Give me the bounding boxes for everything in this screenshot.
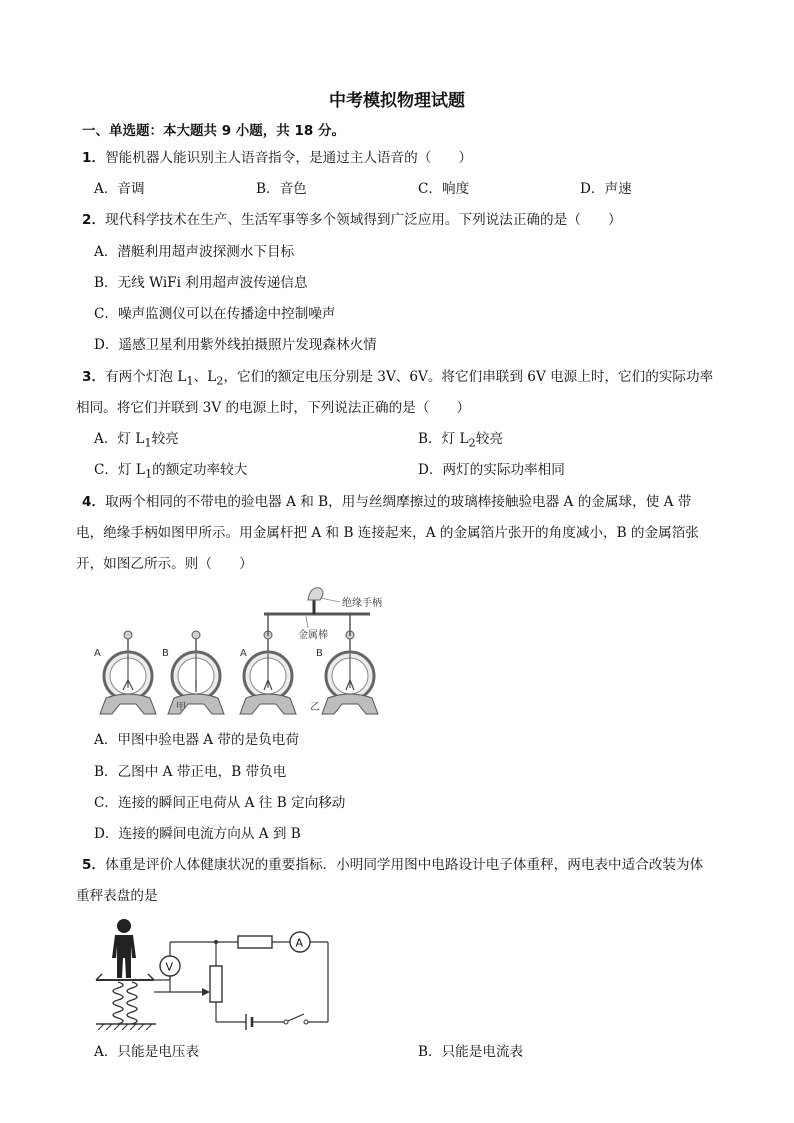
label-jia: 甲 [176,702,186,713]
weighing-scale-circuit-figure [90,916,340,1034]
question-5-line-2: 重秤表盘的是 [76,888,158,904]
subscript: 2 [468,435,476,450]
option-text: 较亮 [475,431,503,447]
option-d: D．声速 [580,181,632,197]
option-b [418,427,503,450]
label-rod: 金属棒 [298,630,328,641]
question-4-line-2: 电，绝缘手柄如图甲所示。用金属杆把 A 和 B 连接起来，A 的金属箔片张开的角度减小，B 的金属箔张 [76,525,699,541]
option-b: B．无线 WiFi 利用超声波传递信息 [94,275,308,291]
question-text: 现代科学技术在生产、生活军事等多个领域得到广泛应用。下列说法正确的是（ ） [105,212,622,228]
subscript: 1 [144,466,153,481]
option-text: A．灯 L [94,431,145,447]
option-a: A．音调 [94,181,145,197]
option-a: A．潜艇利用超声波探测水下目标 [94,244,295,260]
option-c [94,458,247,481]
question-4-line-3: 开，如图乙所示。则（ ） [76,556,253,572]
label-handle: 绝缘手柄 [342,598,382,609]
option-d: D．两灯的实际功率相同 [418,462,565,478]
option-c: C．连接的瞬间正电荷从 A 往 B 定向移动 [94,795,346,811]
question-text: 有两个灯泡 L [105,369,187,385]
question-2 [82,208,622,228]
question-text: 取两个相同的不带电的验电器 A 和 B，用与丝绸摩擦过的玻璃棒接触验电器 A 的金属球，使 A 带 [105,494,692,510]
question-1 [82,146,472,166]
question-text: 智能机器人能识别主人语音指令，是通过主人语音的（ ） [105,150,473,166]
section-heading: 一、单选题：本大题共 9 小题，共 18 分。 [82,123,345,139]
option-b: B．乙图中 A 带正电，B 带负电 [94,764,287,780]
question-number: 4． [82,494,106,510]
label-a-yi: A [240,648,247,659]
option-c: C．噪声监测仪可以在传播途中控制噪声 [94,306,336,322]
question-3 [82,365,713,388]
subscript: 1 [144,435,152,450]
label-b-yi: B [316,648,323,659]
label-yi: 乙 [310,702,320,713]
question-text: ，它们的额定电压分别是 3V、6V。将它们串联到 6V 电源上时，它们的实际功率 [223,369,714,385]
question-3-line-2: 相同。将它们并联到 3V 的电源上时，下列说法正确的是（ ） [76,400,471,416]
option-d: D．遥感卫星利用紫外线拍摄照片发现森林火情 [94,337,377,353]
question-number: 1． [82,150,106,166]
question-text: 体重是评价人体健康状况的重要指标．小明同学用图中电路设计电子体重秤，两电表中适合改装为体 [105,857,704,873]
voltmeter-label: V [165,960,174,974]
question-text: 、L [193,369,217,385]
option-b: B．只能是电流表 [418,1044,524,1060]
option-a: A．甲图中验电器 A 带的是负电荷 [94,732,299,748]
option-b: B．音色 [256,181,307,197]
label-a-jia: A [94,648,101,659]
page-title: 中考模拟物理试题 [329,91,465,111]
option-text: 的额定功率较大 [152,462,248,478]
label-b-jia: B [162,648,169,659]
option-text: B．灯 L [418,431,469,447]
electroscope-figure [88,580,388,715]
question-number: 2． [82,212,106,228]
subscript: 2 [216,373,224,388]
question-number: 3． [82,369,106,385]
ammeter-label: A [295,936,304,950]
question-5 [82,853,703,873]
option-text: C．灯 L [94,462,145,478]
option-a [94,427,179,450]
option-d: D．连接的瞬间电流方向从 A 到 B [94,826,301,842]
question-4 [82,490,691,510]
option-c: C．响度 [418,181,470,197]
question-number: 5． [82,857,106,873]
option-a: A．只能是电压表 [94,1044,199,1060]
subscript: 1 [186,373,194,388]
option-text: 较亮 [151,431,179,447]
person-icon [112,919,136,978]
